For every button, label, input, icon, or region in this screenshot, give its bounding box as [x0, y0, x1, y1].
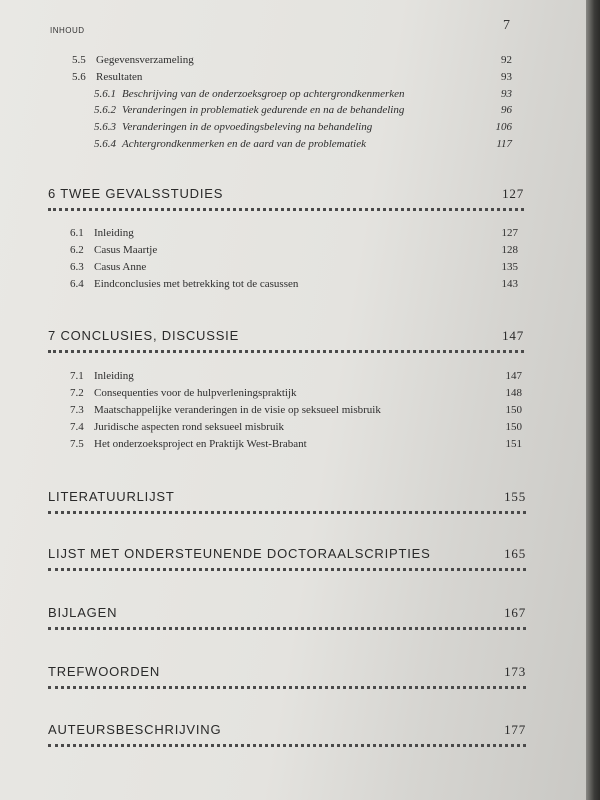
toc-entry-5-5 — [72, 52, 512, 68]
backmatter-title: TREFWOORDEN — [48, 664, 161, 679]
chapter-page: 147 — [502, 328, 524, 343]
toc-entry-title: Juridische aspecten rond seksueel misbruik — [94, 421, 285, 433]
page-edge-shadow — [586, 0, 600, 800]
toc-entry-page: 93 — [501, 88, 512, 100]
toc-entry-title: Gegevensverzameling — [96, 54, 194, 66]
backmatter-title: AUTEURSBESCHRIJVING — [48, 722, 222, 737]
toc-entry-page: 143 — [501, 278, 518, 290]
toc-entry-number: 6.3 — [70, 261, 84, 273]
toc-entry-title: Consequenties voor de hulpverleningspraktijk — [94, 387, 297, 399]
toc-entry-page: 96 — [501, 104, 512, 116]
toc-entry-page: 117 — [496, 138, 512, 150]
backmatter-page: 167 — [504, 605, 526, 620]
toc-entry-5-6-4 — [94, 136, 512, 152]
toc-entry-page: 106 — [495, 121, 512, 133]
running-head: INHOUD — [50, 26, 85, 35]
toc-entry-title: Beschrijving van de onderzoeksgroep op achtergrondkenmerken — [122, 88, 405, 100]
toc-entry-number: 6.2 — [70, 244, 84, 256]
toc-entry-page: 150 — [505, 421, 522, 433]
toc-entry-number: 5.6.3 — [94, 121, 116, 133]
backmatter-bijlagen — [48, 605, 526, 630]
backmatter-title: LITERATUURLIJST — [48, 489, 175, 504]
toc-entry-title: Maatschappelijke veranderingen in de visie op seksueel misbruik — [94, 404, 381, 416]
toc-entry-7-2 — [70, 385, 522, 401]
toc-entry-number: 5.6 — [72, 71, 86, 83]
toc-entry-number: 6.1 — [70, 227, 84, 239]
toc-entry-title: Casus Anne — [94, 261, 147, 273]
backmatter-doctoraalscripties — [48, 546, 526, 571]
toc-entry-title: Inleiding — [94, 227, 134, 239]
toc-entry-6-3 — [70, 259, 518, 275]
toc-entry-title: Eindconclusies met betrekking tot de casussen — [94, 278, 299, 290]
toc-entry-7-5 — [70, 436, 522, 452]
backmatter-page: 177 — [504, 722, 526, 737]
toc-entry-7-4 — [70, 419, 522, 435]
toc-entry-5-6-3 — [94, 119, 512, 135]
chapter-title: 7 CONCLUSIES, DISCUSSIE — [48, 328, 240, 343]
toc-entry-number: 7.3 — [70, 404, 84, 416]
toc-entry-5-6-2 — [94, 102, 512, 118]
toc-entry-page: 92 — [501, 54, 512, 66]
toc-entry-page: 150 — [505, 404, 522, 416]
backmatter-trefwoorden — [48, 664, 526, 689]
chapter-page: 127 — [502, 186, 524, 201]
toc-entry-number: 5.5 — [72, 54, 86, 66]
backmatter-page: 155 — [504, 489, 526, 504]
toc-entry-5-6-1 — [94, 86, 512, 102]
toc-entry-page: 135 — [501, 261, 518, 273]
toc-entry-6-4 — [70, 276, 518, 292]
toc-entry-page: 128 — [501, 244, 518, 256]
toc-entry-title: Achtergrondkenmerken en de aard van de problematiek — [122, 138, 366, 150]
toc-entry-number: 7.1 — [70, 370, 84, 382]
toc-entry-page: 93 — [501, 71, 512, 83]
backmatter-page: 173 — [504, 664, 526, 679]
toc-entry-title: Het onderzoeksproject en Praktijk West-Brabant — [94, 438, 307, 450]
toc-entry-title: Inleiding — [94, 370, 134, 382]
toc-entry-6-2 — [70, 242, 518, 258]
backmatter-title: BIJLAGEN — [48, 605, 118, 620]
toc-entry-number: 7.4 — [70, 421, 84, 433]
toc-entry-5-6 — [72, 69, 512, 85]
chapter-title: 6 TWEE GEVALSSTUDIES — [48, 186, 224, 201]
toc-entry-7-1 — [70, 368, 522, 384]
backmatter-page: 165 — [504, 546, 526, 561]
toc-entry-number: 6.4 — [70, 278, 84, 290]
toc-entry-page: 127 — [501, 227, 518, 239]
toc-entry-title: Resultaten — [96, 71, 143, 83]
backmatter-auteursbeschrijving — [48, 722, 526, 747]
chapter-heading-6 — [48, 186, 524, 211]
toc-entry-number: 5.6.2 — [94, 104, 116, 116]
toc-entry-page: 147 — [505, 370, 522, 382]
toc-entry-number: 7.2 — [70, 387, 84, 399]
toc-entry-page: 148 — [505, 387, 522, 399]
toc-entry-7-3 — [70, 402, 522, 418]
toc-entry-title: Casus Maartje — [94, 244, 158, 256]
toc-entry-number: 5.6.1 — [94, 88, 116, 100]
backmatter-title: LIJST MET ONDERSTEUNENDE DOCTORAALSCRIPTIES — [48, 546, 431, 561]
toc-entry-page: 151 — [505, 438, 522, 450]
toc-entry-number: 5.6.4 — [94, 138, 116, 150]
toc-entry-number: 7.5 — [70, 438, 84, 450]
toc-entry-title: Veranderingen in problematiek gedurende en na de behandeling — [122, 104, 405, 116]
chapter-heading-7 — [48, 328, 524, 353]
page-number: 7 — [503, 18, 510, 33]
backmatter-literatuurlijst — [48, 489, 526, 514]
toc-entry-title: Veranderingen in de opvoedingsbeleving na behandeling — [122, 121, 373, 133]
toc-entry-6-1 — [70, 225, 518, 241]
